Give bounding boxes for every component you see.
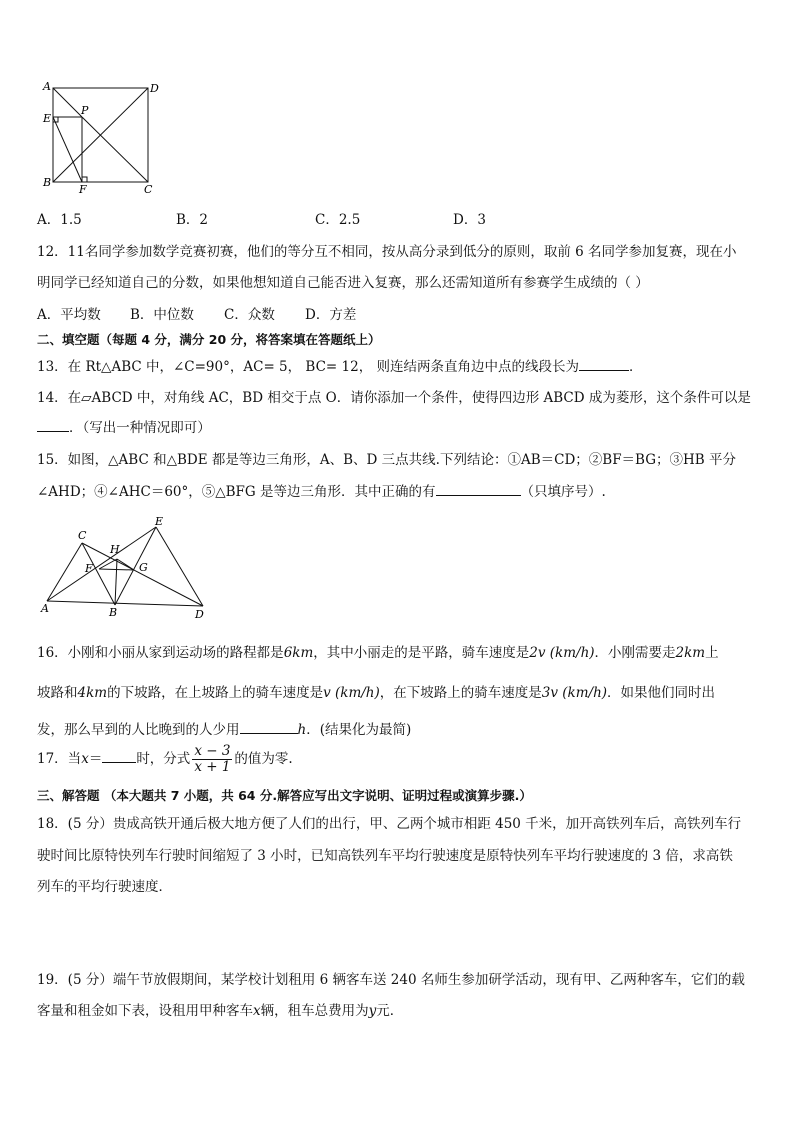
q18-line-1: 18．(5 分）贵成高铁开通后极大地方便了人们的出行，甲、乙两个城市相距 450 千米，加开高铁列车后，高铁列车行 bbox=[37, 816, 742, 832]
label-b: B bbox=[43, 176, 52, 189]
q11-option-b: B．2 bbox=[176, 212, 209, 228]
q17-text-a: 17．当 bbox=[37, 751, 82, 767]
q16-line-3 bbox=[37, 718, 411, 738]
q16-distance-uphill: 2km bbox=[675, 645, 706, 661]
segment-ap bbox=[53, 88, 82, 117]
label-b2: B bbox=[109, 606, 118, 619]
label-p: P bbox=[81, 104, 89, 117]
q17-text-c: 时，分式 bbox=[136, 751, 191, 767]
q19-text-2c: 元． bbox=[376, 1003, 404, 1019]
q19-line-1: 19．(5 分）端午节放假期间，某学校计划租用 6 辆客车送 240 名师生参加研学活动，现有甲、乙两种客车，它们的载 bbox=[37, 972, 745, 988]
q19-variable-x: x bbox=[253, 1003, 261, 1019]
q14-tail: ．（写出一种情况即可） bbox=[69, 420, 211, 436]
figure-square-abcd bbox=[38, 78, 163, 196]
label-f: F bbox=[79, 183, 87, 196]
q16-text-1e: ．小刚需要走 bbox=[594, 645, 676, 661]
q17-denominator: x + 1 bbox=[194, 759, 231, 775]
q13 bbox=[37, 355, 643, 375]
q12-option-a: A．平均数 bbox=[37, 307, 101, 323]
label-d: D bbox=[150, 82, 159, 95]
q15-answer-blank[interactable] bbox=[436, 483, 521, 496]
q15-text: ∠AHD；④∠AHC＝60°，⑤△BFG 是等边三角形．其中正确的有 bbox=[37, 484, 436, 500]
segment-ef bbox=[53, 117, 82, 182]
q12-option-c: C．众数 bbox=[224, 307, 275, 323]
q16-distance-downhill: 4km bbox=[77, 685, 108, 701]
label-d2: D bbox=[195, 608, 204, 621]
q11-option-c: C．2.5 bbox=[315, 212, 361, 228]
label-c: C bbox=[144, 183, 153, 196]
q15-line-1: 15．如图，△ABC 和△BDE 都是等边三角形，A、B、D 三点共线.下列结论：①AB＝CD；②BF＝BG；③HB 平分 bbox=[37, 452, 736, 468]
q14-line-2 bbox=[37, 416, 211, 436]
section-3-heading: 三、解答题 （本大题共 7 小题，共 64 分.解答应写出文字说明、证明过程或演算步骤.） bbox=[37, 788, 532, 803]
q13-text: 13．在 Rt△ABC 中，∠C=90°，AC= 5， BC= 12， 则连结两条直角边中点的线段长为 bbox=[37, 359, 579, 375]
q16-text-1a: 16．小刚和小丽从家到运动场的路程都是 bbox=[37, 645, 284, 661]
q16-line-1 bbox=[37, 641, 719, 661]
q19-text-2b: 辆，租车总费用为 bbox=[260, 1003, 369, 1019]
q12-option-d: D．方差 bbox=[305, 307, 357, 323]
label-h: H bbox=[110, 543, 120, 556]
q13-end: ． bbox=[629, 359, 643, 375]
q12-line-1: 12．11名同学参加数学竞赛初赛，他们的等分互不相同，按从高分录到低分的原则，取前 6 名同学参加复赛，现在小 bbox=[37, 244, 737, 260]
label-a2: A bbox=[41, 602, 49, 615]
q17-answer-blank[interactable] bbox=[102, 750, 136, 763]
q16-text-1g: 上 bbox=[705, 645, 719, 661]
q16-speed-uphill: v (km/h) bbox=[323, 685, 380, 701]
q19-text-2a: 客量和租金如下表，设租用甲种客车 bbox=[37, 1003, 253, 1019]
segment-ad bbox=[47, 601, 203, 606]
q18-line-2: 驶时间比原特快列车行驶时间缩短了 3 小时，已知高铁列车平均行驶速度是原特快列车平均行驶速度的 3 倍，求高铁 bbox=[37, 848, 733, 864]
label-a: A bbox=[43, 80, 51, 93]
q16-text-2g: ．如果他们同时出 bbox=[607, 685, 716, 701]
q17-variable: x bbox=[81, 751, 89, 767]
q13-answer-blank[interactable] bbox=[579, 358, 629, 371]
q16-distance-total: 6km bbox=[283, 645, 314, 661]
segment-ac bbox=[47, 543, 82, 601]
q16-answer-blank[interactable] bbox=[240, 721, 298, 734]
q12-option-b: B．中位数 bbox=[130, 307, 194, 323]
q16-text-2e: ，在下坡路上的骑车速度是 bbox=[379, 685, 542, 701]
q15-tail: （只填序号）. bbox=[520, 484, 606, 500]
segment-hg bbox=[117, 559, 134, 570]
q17-numerator: x − 3 bbox=[194, 743, 231, 759]
label-e2: E bbox=[155, 515, 164, 528]
label-e: E bbox=[43, 112, 52, 125]
q17 bbox=[37, 744, 293, 775]
q11-option-a: A．1.5 bbox=[37, 212, 82, 228]
q16-text-1c: ，其中小丽走的是平路，骑车速度是 bbox=[313, 645, 530, 661]
q16-text-3c: ．(结果化为最简) bbox=[306, 722, 412, 738]
label-g: G bbox=[139, 561, 148, 574]
label-f2: F bbox=[85, 562, 93, 575]
section-2-heading: 二、填空题（每题 4 分，满分 20 分，将答案填在答题纸上） bbox=[37, 332, 381, 347]
q16-unit: h bbox=[297, 722, 307, 738]
segment-hb bbox=[115, 559, 117, 605]
q14-answer-blank[interactable] bbox=[37, 419, 69, 432]
q11-option-d: D．3 bbox=[453, 212, 486, 228]
q19-line-2 bbox=[37, 999, 403, 1019]
label-c2: C bbox=[78, 529, 87, 542]
figure-equilateral-triangles bbox=[38, 515, 213, 623]
q18-line-3: 列车的平均行驶速度． bbox=[37, 879, 172, 895]
q16-speed-flat: 2v (km/h) bbox=[529, 645, 595, 661]
q19-variable-y: y bbox=[368, 1003, 377, 1019]
q16-line-2 bbox=[37, 681, 715, 701]
q16-speed-downhill: 3v (km/h) bbox=[541, 685, 608, 701]
q16-text-2c: 的下坡路，在上坡路上的骑车速度是 bbox=[107, 685, 324, 701]
q17-equals: ＝ bbox=[88, 751, 103, 767]
segment-pc bbox=[82, 117, 148, 182]
segment-be bbox=[115, 527, 156, 605]
q15-line-2 bbox=[37, 480, 606, 500]
q12-line-2: 明同学已经知道自己的分数，如果他想知道自己能否进入复赛，那么还需知道所有参赛学生成绩的（ ） bbox=[37, 275, 649, 291]
q16-text-2a: 坡路和 bbox=[37, 685, 78, 701]
q17-fraction bbox=[192, 744, 232, 775]
q17-text-d: 的值为零. bbox=[234, 751, 293, 767]
q16-text-3a: 发，那么早到的人比晚到的人少用 bbox=[37, 722, 240, 738]
q14-line-1: 14．在▱ABCD 中，对角线 AC，BD 相交于点 O．请你添加一个条件，使得四边形 ABCD 成为菱形，这个条件可以是 bbox=[37, 390, 751, 406]
right-angle-f bbox=[82, 177, 87, 182]
